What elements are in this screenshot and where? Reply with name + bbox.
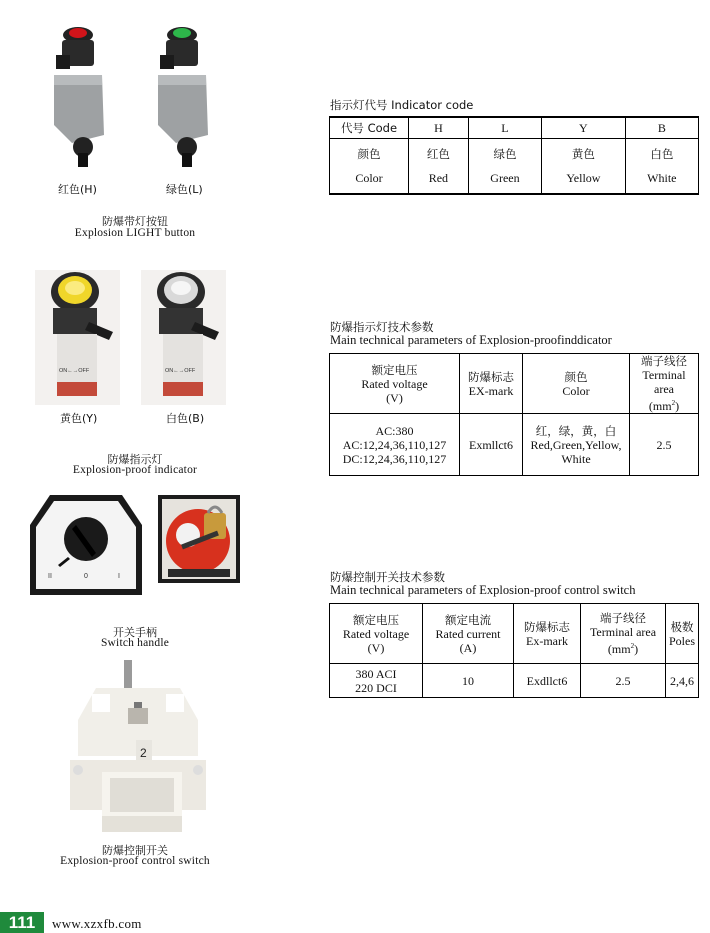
switch-voltage-value: 380 ACI 220 DCI — [330, 664, 423, 698]
variant-white-label: 白色(B) — [166, 412, 205, 425]
dial-mark-2: II — [48, 573, 52, 580]
terminal-value: 2.5 — [630, 414, 699, 476]
indicator-params-title-en: Main technical parameters of Explosion-proofinddicator — [330, 333, 612, 347]
indicator-params-title-cn: 防爆指示灯技术参数 — [330, 320, 434, 334]
control-switch-caption-en: Explosion-proof control switch — [60, 855, 210, 867]
yellow-indicator-image — [35, 270, 120, 405]
switch-handle-padlock-image — [158, 495, 240, 583]
indicator-caption-en: Explosion-proof indicator — [72, 464, 198, 476]
light-button-caption-en: Explosion LIGHT button — [74, 227, 196, 239]
white-indicator-image — [141, 270, 226, 405]
switch-params-title-en: Main technical parameters of Explosion-proof control switch — [330, 583, 636, 597]
indicator-caption-cn: 防爆指示灯 — [107, 453, 163, 466]
code-header-cell: 代号 Code — [330, 117, 409, 138]
control-switch-caption-cn: 防爆控制开关 — [102, 844, 168, 857]
switch-handle-dial-image — [30, 495, 142, 595]
switch-poles-value: 2,4,6 — [666, 664, 699, 698]
terminal-header: 端子线径 Terminal area $(mm^2)$ — [630, 354, 699, 414]
control-switch-image — [66, 660, 210, 835]
exmark-value: Exmllct6 — [460, 414, 523, 476]
variant-yellow-label: 黄色(Y) — [60, 412, 98, 425]
indicator-code-table — [329, 116, 699, 195]
code-cell: L — [468, 117, 541, 138]
switch-terminal-header: 端子线径 Terminal area $(mm^2)$ — [581, 604, 666, 664]
indicator-params-table — [329, 353, 699, 476]
color-cell: 绿色 Green — [468, 138, 541, 194]
color-cell: 白色 White — [625, 138, 698, 194]
switch-voltage-header: 额定电压 Rated voltage (V) — [330, 604, 423, 664]
color-header: 颜色 Color — [523, 354, 630, 414]
code-cell: H — [409, 117, 469, 138]
switch-poles-header: 极数 Poles — [666, 604, 699, 664]
indicator-code-title: 指示灯代号 Indicator code — [330, 98, 474, 112]
color-cell: 红色 Red — [409, 138, 469, 194]
code-cell: B — [625, 117, 698, 138]
voltage-header: 额定电压 Rated voltage (V) — [330, 354, 460, 414]
variant-red-label: 红色(H) — [58, 183, 97, 196]
switch-current-header: 额定电流 Rated current (A) — [423, 604, 514, 664]
switch-terminal-value: 2.5 — [581, 664, 666, 698]
green-light-button-image — [152, 25, 212, 175]
switch-exmark-value: Exdllct6 — [514, 664, 581, 698]
switch-current-value: 10 — [423, 664, 514, 698]
yellow-switch-label: ON←→OFF — [59, 368, 90, 374]
switch-params-title-cn: 防爆控制开关技术参数 — [330, 570, 445, 584]
dial-mark-1: I — [118, 573, 120, 580]
color-cell: 黄色 Yellow — [542, 138, 626, 194]
red-light-button-image — [48, 25, 108, 175]
website-url: www.xzxfb.com — [52, 916, 142, 931]
variant-green-label: 绿色(L) — [166, 183, 203, 196]
switch-handle-caption-cn: 开关手柄 — [113, 626, 157, 639]
light-button-caption-cn: 防爆带灯按钮 — [102, 215, 168, 228]
switch-params-table — [329, 603, 699, 698]
page-number: 111 — [0, 912, 44, 933]
switch-handle-caption-en: Switch handle — [100, 637, 170, 649]
exmark-header: 防爆标志 EX-mark — [460, 354, 523, 414]
dial-mark-0: 0 — [84, 573, 88, 580]
voltage-value: AC:380 AC:12,24,36,110,127 DC:12,24,36,110,127 — [330, 414, 460, 476]
control-switch-position-number: 2 — [140, 746, 147, 760]
switch-exmark-header: 防爆标志 Ex-mark — [514, 604, 581, 664]
color-header-cell: 颜色 Color — [330, 138, 409, 194]
color-value: 红，绿，黄，白 Red,Green,Yellow, White — [523, 414, 630, 476]
white-switch-label: ON←→OFF — [165, 368, 196, 374]
code-cell: Y — [542, 117, 626, 138]
